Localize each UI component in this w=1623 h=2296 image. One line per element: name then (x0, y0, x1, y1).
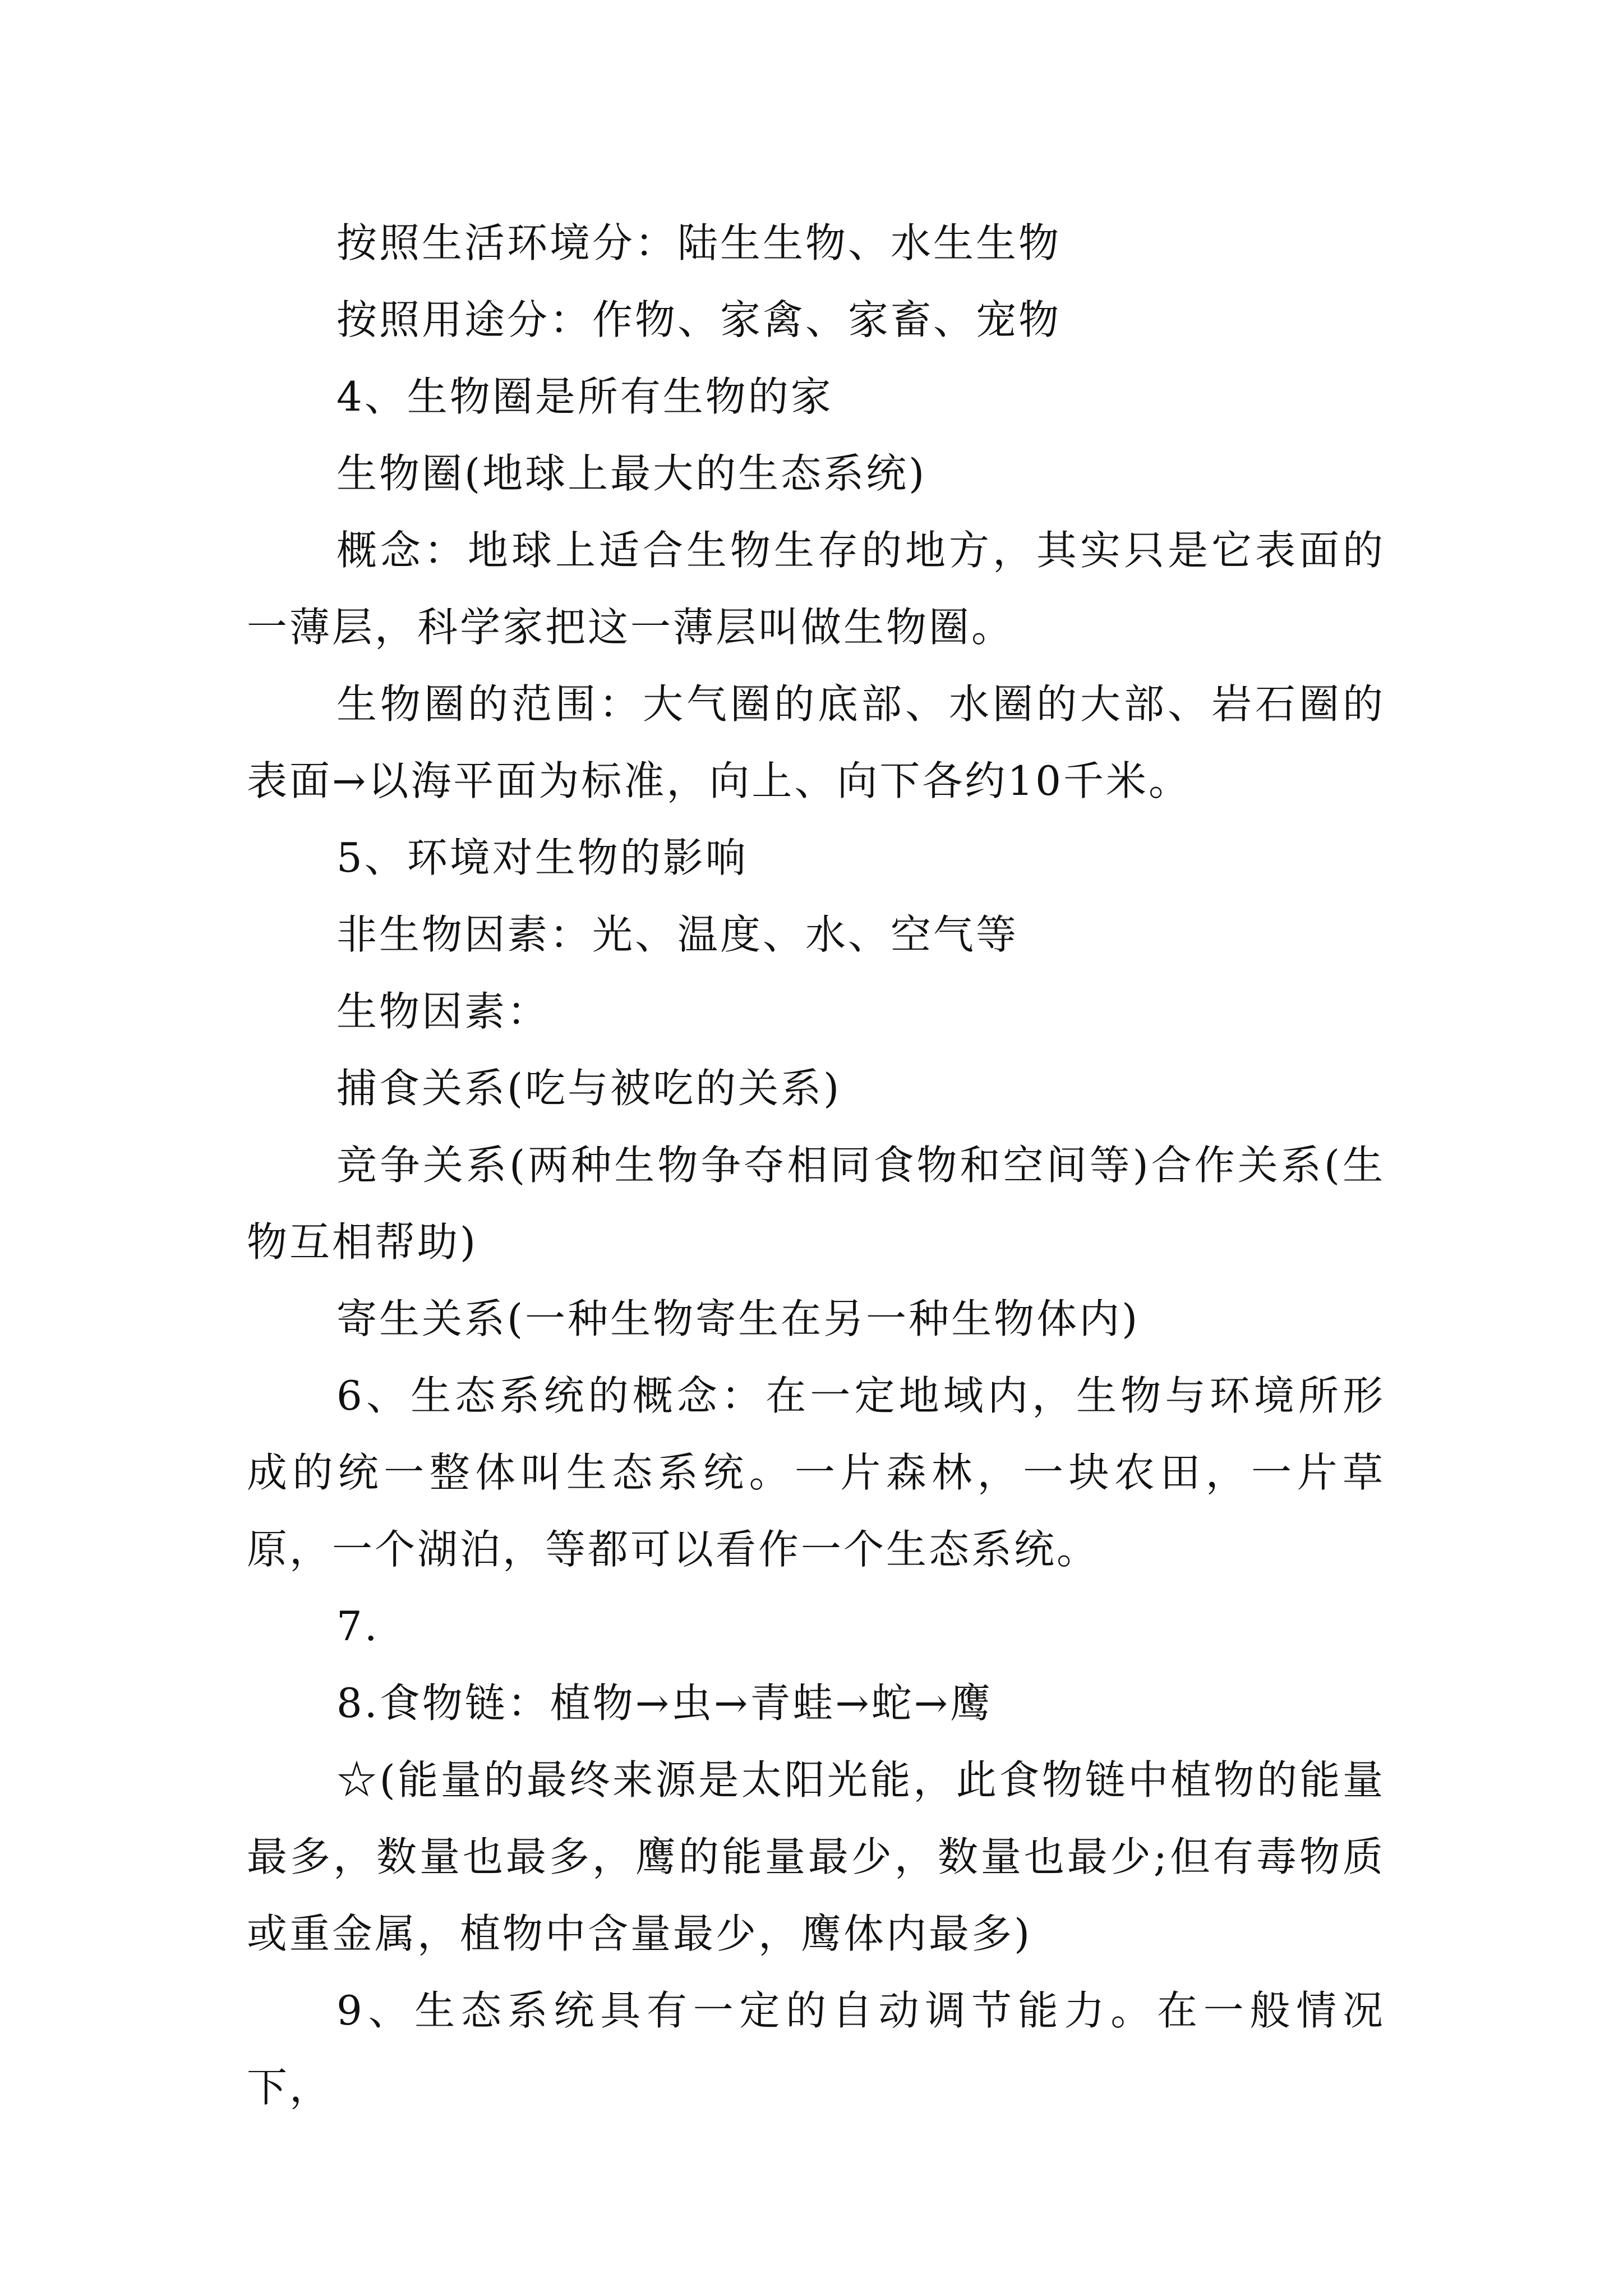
paragraph-energy-note: ☆(能量的最终来源是太阳光能，此食物链中植物的能量最多，数量也最多，鹰的能量最少，数量也最少;但有毒物质或重金属，植物中含量最少，鹰体内最多) (247, 1756, 1385, 1957)
paragraph-use-classification: 按照用途分：作物、家禽、家畜、宠物 (336, 296, 1062, 343)
paragraph-ecosystem-concept: 6、生态系统的概念：在一定地域内，生物与环境所形成的统一整体叫生态系统。一片森林，一块农田，一片草原，一个湖泊，等都可以看作一个生态系统。 (247, 1372, 1385, 1573)
paragraph-biosphere-concept: 概念：地球上适合生物生存的地方，其实只是它表面的一薄层，科学家把这一薄层叫做生物圈。 (247, 527, 1385, 651)
paragraph-biosphere-subheading: 生物圈(地球上最大的生态系统) (336, 450, 927, 497)
paragraph-competition-cooperation: 竞争关系(两种生物争夺相同食物和空间等)合作关系(生物互相帮助) (247, 1142, 1385, 1266)
paragraph-habitat-classification: 按照生活环境分：陆生生物、水生生物 (336, 219, 1062, 266)
document-body (247, 205, 1385, 2126)
paragraph-predation: 捕食关系(吃与被吃的关系) (336, 1065, 842, 1112)
paragraph-biosphere-heading: 4、生物圈是所有生物的家 (336, 373, 833, 420)
paragraph-biotic-factors: 生物因素： (336, 988, 550, 1035)
paragraph-environment-heading: 5、环境对生物的影响 (336, 834, 748, 881)
paragraph-food-chain: 8.食物链：植物→虫→青蛙→蛇→鹰 (336, 1680, 993, 1727)
paragraph-self-regulation: 9、生态系统具有一定的自动调节能力。在一般情况下， (247, 1987, 1385, 2111)
paragraph-item-7: 7. (336, 1603, 380, 1650)
paragraph-biosphere-range: 生物圈的范围：大气圈的底部、水圈的大部、岩石圈的表面→以海平面为标准，向上、向下各约10千米。 (247, 680, 1385, 804)
paragraph-abiotic-factors: 非生物因素：光、温度、水、空气等 (336, 911, 1019, 958)
paragraph-parasitism: 寄生关系(一种生物寄生在另一种生物体内) (336, 1295, 1140, 1342)
